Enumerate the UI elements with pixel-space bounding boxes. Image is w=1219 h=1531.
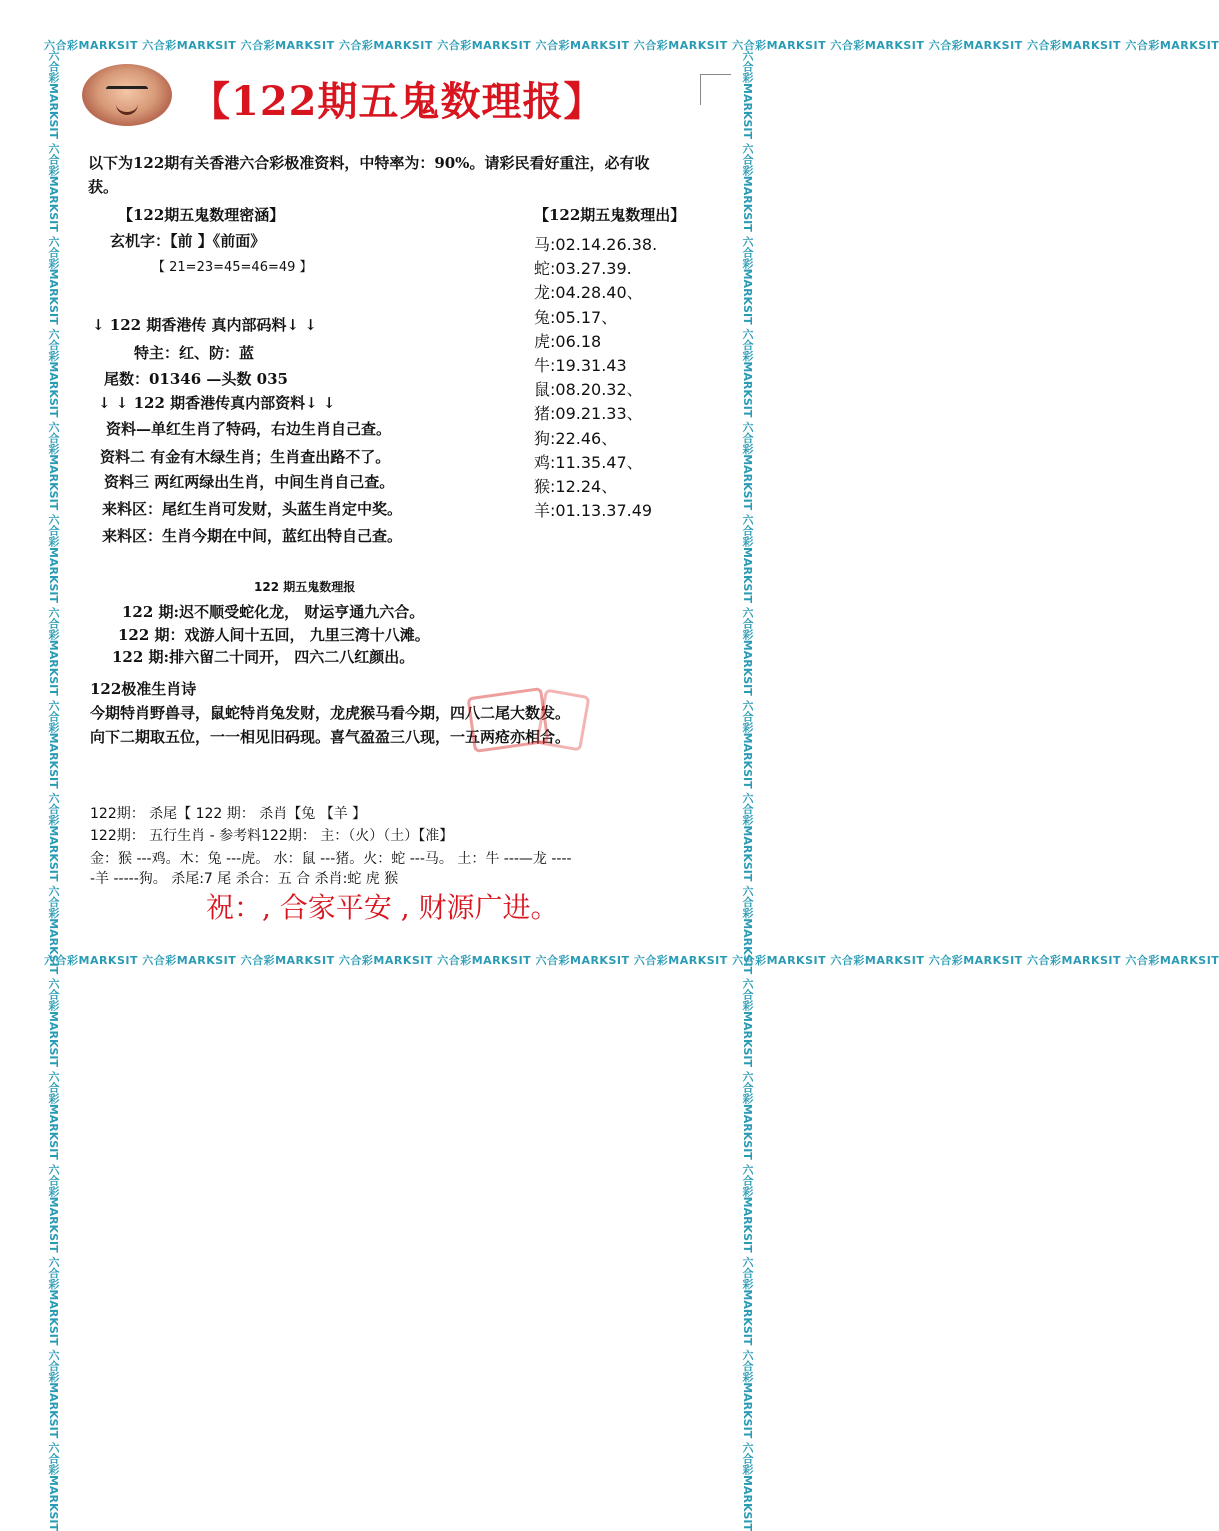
shuli-chu-title: 【122期五鬼数理出】 [534,206,686,224]
weishu-text: 尾数：01346 —头数 035 [104,370,288,388]
border-right: 六合彩MARKSIT 六合彩MARKSIT 六合彩MARKSIT 六合彩MARKSIT 六合彩MARKSIT 六合彩MARKSIT 六合彩MARKSIT 六合彩MARKSIT 六合彩MARKSIT 六合彩MARKSIT 六合彩MARKSIT 六合彩MARKSIT 六合彩MARKSIT 六合彩MARKSIT 六合彩MARKSIT 六合彩MARKSIT [741,50,754,1531]
number-equation: 【 21=23=45=46=49 】 [152,260,313,275]
ziliao-line: 来料区：生肖今期在中间，蓝红出特自己查。 [102,527,403,545]
zodiac-number-item: 龙:04.28.40、 [534,283,643,303]
poem-line: 122 期:迟不顺受蛇化龙， 财运亨通九六合。 [122,603,425,621]
bottom-line: -羊 -----狗。 杀尾:7 尾 杀合：五 合 杀肖:蛇 虎 猴 [90,871,399,887]
page-title: 【122期五鬼数理报】 [190,78,605,125]
zodiac-number-item: 蛇:03.27.39. [534,259,632,279]
shengxiao-poem-line: 向下二期取五位，一一相见旧码现。喜气盈盈三八现，一五两疮亦相合。 [90,728,571,746]
mihan-title: 【122期五鬼数理密涵】 [118,206,285,224]
zodiac-number-item: 兔:05.17、 [534,307,618,327]
corner-mark [700,74,731,105]
shengxiao-poem-title: 122极准生肖诗 [90,680,197,698]
ziliao-line: 资料—单红生肖了特码，右边生肖自己查。 [106,420,392,438]
zodiac-number-item: 虎:06.18 [534,331,602,351]
xuanji-text: 玄机字：【前 】《前面》 [110,232,266,250]
blessing-text: 祝：, 合家平安 , 财源广进。 [206,891,559,924]
intro-line-1: 以下为122期有关香港六合彩极准资料，中特率为：90%。请彩民看好重注，必有收 [88,154,650,172]
border-left: 六合彩MARKSIT 六合彩MARKSIT 六合彩MARKSIT 六合彩MARKSIT 六合彩MARKSIT 六合彩MARKSIT 六合彩MARKSIT 六合彩MARKSIT 六合彩MARKSIT 六合彩MARKSIT 六合彩MARKSIT 六合彩MARKSIT 六合彩MARKSIT 六合彩MARKSIT 六合彩MARKSIT 六合彩MARKSIT [47,50,60,1531]
tezhu-text: 特主：红、防：蓝 [134,344,255,362]
ziliao-line: 来料区：尾红生肖可发财，头蓝生肖定中奖。 [102,500,403,518]
neibu-title: ↓ 122 期香港传 真内部码料↓ ↓ [92,316,317,334]
bottom-line: 122期： 杀尾【 122 期： 杀肖【兔 【羊 】 [90,806,367,822]
bottom-line: 金：猴 ---鸡。木：兔 ---虎。 水：鼠 ---猪。火：蛇 ---马。 土：牛 ---—龙 ---- [90,851,572,867]
cut-section-title: 122 期五鬼数理报 [254,580,356,594]
red-seal-stamp [466,687,549,753]
zodiac-number-item: 牛:19.31.43 [534,356,627,375]
zodiac-number-item: 猪:09.21.33、 [534,404,643,424]
ziliao-line: 资料二 有金有木绿生肖；生肖查出路不了。 [100,448,391,466]
shengxiao-poem-line: 今期特肖野兽寻，鼠蛇特肖兔发财，龙虎猴马看今期，四八二尾大数发。 [90,704,571,722]
border-top: 六合彩MARKSIT 六合彩MARKSIT 六合彩MARKSIT 六合彩MARKSIT 六合彩MARKSIT 六合彩MARKSIT 六合彩MARKSIT 六合彩MARKSIT 六合彩MARKSIT 六合彩MARKSIT 六合彩MARKSIT 六合彩MARKSIT [44,39,1219,52]
zodiac-number-item: 狗:22.46、 [534,428,618,448]
zodiac-number-item: 羊:01.13.37.49 [534,501,653,521]
ziliao-title: ↓ ↓ 122 期香港传真内部资料↓ ↓ [98,394,336,412]
zodiac-number-item: 鸡:11.35.47、 [534,452,643,472]
poem-line: 122 期:排六留二十同开， 四六二八红颜出。 [112,648,415,666]
bottom-line: 122期： 五行生肖 - 参考料122期： 主：（火）（土）【准】 [90,828,454,844]
zodiac-number-item: 鼠:08.20.32、 [534,380,643,400]
border-bottom: 六合彩MARKSIT 六合彩MARKSIT 六合彩MARKSIT 六合彩MARKSIT 六合彩MARKSIT 六合彩MARKSIT 六合彩MARKSIT 六合彩MARKSIT 六合彩MARKSIT 六合彩MARKSIT 六合彩MARKSIT 六合彩MARKSIT [44,954,1219,967]
poem-line: 122 期：戏游人间十五回， 九里三湾十八滩。 [118,626,430,644]
portrait-avatar [82,64,172,126]
zodiac-number-item: 马:02.14.26.38. [534,235,658,254]
ziliao-line: 资料三 两红两绿出生肖，中间生肖自己查。 [104,473,395,491]
zodiac-number-item: 猴:12.24、 [534,477,618,496]
intro-line-2: 获。 [88,178,119,196]
red-seal-stamp [535,688,590,751]
